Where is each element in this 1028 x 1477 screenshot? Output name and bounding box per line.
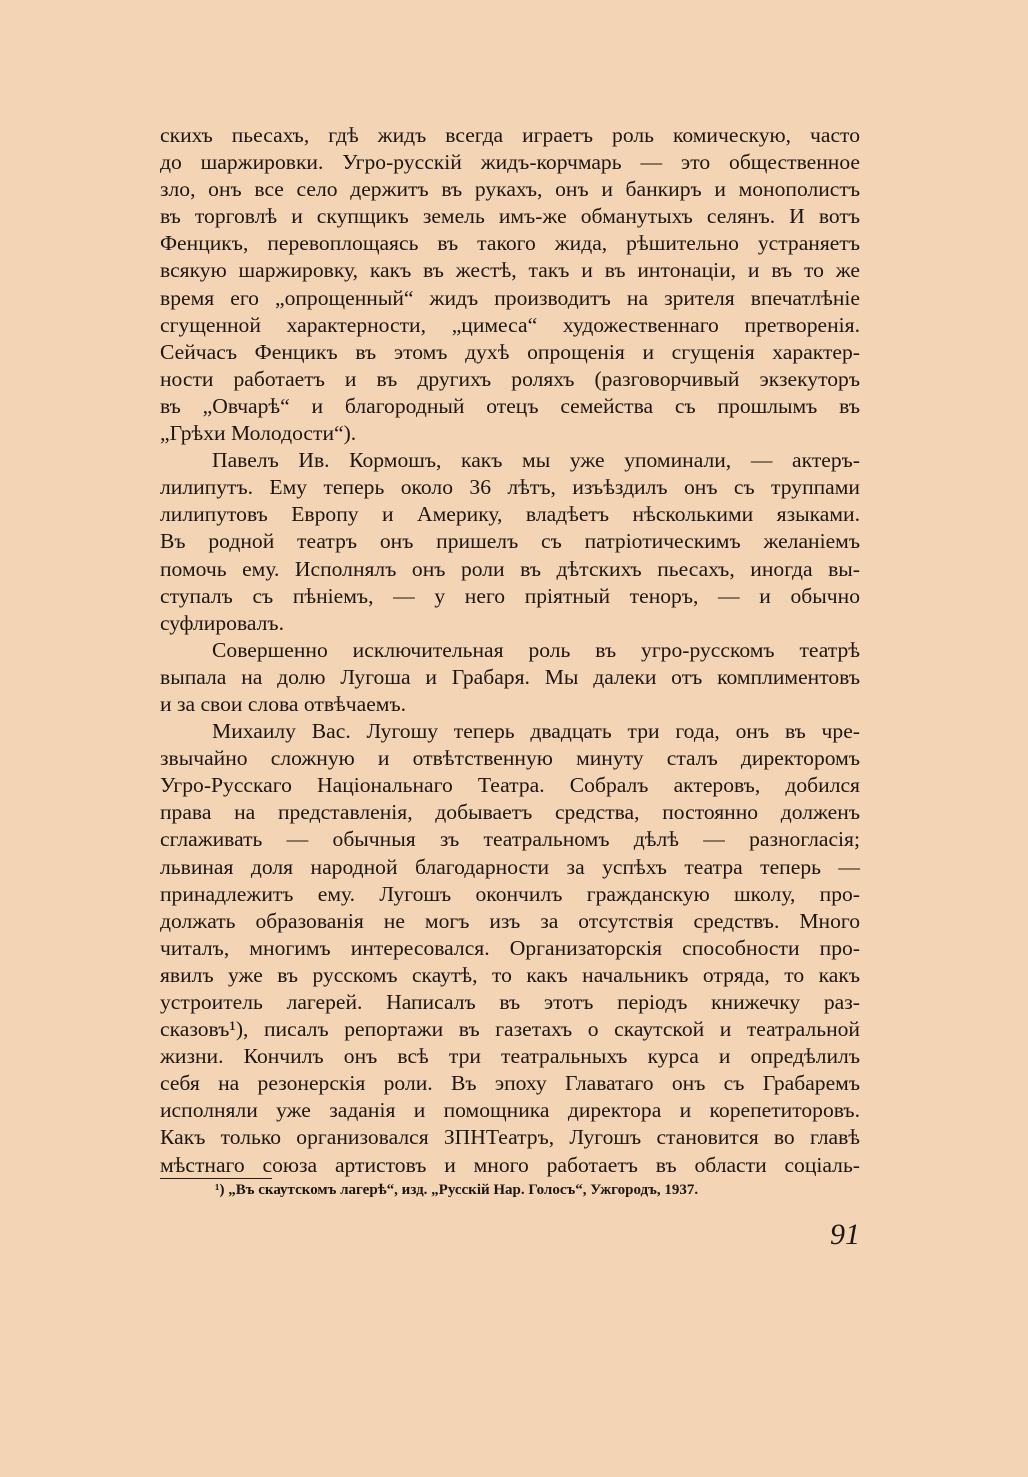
text-line: мѣстнаго союза артистовъ и много работаетъ въ области соціаль-: [160, 1152, 860, 1177]
text-line: Угро-Русскаго Національнаго Театра. Собралъ актеровъ, добился: [160, 773, 860, 798]
footnote-divider: [160, 1178, 272, 1179]
text-line: сглаживать — обычныя зъ театральномъ дѣлѣ — разногласія;: [160, 827, 860, 852]
footnote-marker: ¹): [215, 1182, 225, 1198]
text-line: въ торговлѣ и скупщикъ земель имъ-же обманутыхъ селянъ. И вотъ: [160, 204, 860, 229]
text-line: зло, онъ все село держитъ въ рукахъ, онъ и банкиръ и монополистъ: [160, 177, 860, 202]
text-line: Фенцикъ, перевоплощаясь въ такого жида, рѣшительно устраняетъ: [160, 231, 860, 256]
text-line: ступалъ съ пѣніемъ, — у него пріятный теноръ, — и обычно: [160, 583, 860, 608]
text-line: читалъ, многимъ интересовался. Организаторскія способности про-: [160, 935, 860, 960]
text-line: права на представленія, добываетъ средства, постоянно долженъ: [160, 800, 860, 825]
text-line: суфлировалъ.: [160, 610, 284, 635]
text-line: себя на резонерскія роли. Въ эпоху Главатаго онъ съ Грабаремъ: [160, 1071, 860, 1096]
text-line: звычайно сложную и отвѣтственную минуту сталъ директоромъ: [160, 746, 860, 771]
footnote: [215, 1180, 855, 1200]
text-line: скихъ пьесахъ, гдѣ жидъ всегда играетъ роль комическую, часто: [160, 123, 860, 147]
text-line: помочь ему. Исполнялъ онъ роли въ дѣтскихъ пьесахъ, иногда вы-: [160, 556, 860, 581]
text-line-with-footnote: [160, 1016, 860, 1043]
text-line: всякую шаржировку, какъ въ жестѣ, такъ и въ интонаціи, и въ то же: [160, 258, 860, 283]
text-fragment: сказовъ: [160, 1017, 230, 1042]
text-line: сгущенной характерности, „цимеса“ художественнаго претворенія.: [160, 312, 860, 337]
text-line: принадлежитъ ему. Лугошъ окончилъ гражданскую школу, про-: [160, 881, 860, 906]
text-line: выпала на долю Лугоша и Грабаря. Мы далеки отъ комплиментовъ: [160, 664, 860, 689]
text-line: должать образованія не могъ изъ за отсутствія средствъ. Много: [160, 908, 860, 933]
text-line: и за свои слова отвѣчаемъ.: [160, 691, 407, 716]
footnote-text: „Въ скаутскомъ лагерѣ“, изд. „Русскій Нар. Голосъ“, Ужгородъ, 1937.: [228, 1182, 699, 1198]
text-line: исполняли уже заданія и помощника директора и корепетиторовъ.: [160, 1098, 860, 1123]
text-line: Сейчасъ Фенцикъ въ этомъ духѣ опрощенія и сгущенія характер-: [160, 339, 860, 364]
text-line: Въ родной театръ онъ пришелъ съ патріотическимъ желаніемъ: [160, 529, 860, 554]
text-line: жизни. Кончилъ онъ всѣ три театральныхъ курса и опредѣлилъ: [160, 1044, 860, 1069]
text-line: лилипутъ. Ему теперь около 36 лѣтъ, изъѣздилъ онъ съ труппами: [160, 475, 860, 500]
text-line: время его „опрощенный“ жидъ производитъ на зрителя впечатлѣніе: [160, 285, 860, 310]
text-line: лилипутовъ Европу и Америку, владѣетъ нѣсколькими языками.: [160, 502, 860, 527]
text-line: Павелъ Ив. Кормошъ, какъ мы уже упоминали, — актеръ-: [212, 448, 860, 473]
text-line: явилъ уже въ русскомъ скаутѣ, то какъ начальникъ отряда, то какъ: [160, 962, 860, 987]
text-line: Совершенно исключительная роль въ угро-русскомъ театрѣ: [212, 637, 860, 662]
page-number: 91: [830, 1218, 860, 1251]
text-line: до шаржировки. Угро-русскій жидъ-корчмарь — это общественное: [160, 150, 860, 175]
text-line: Михаилу Вас. Лугошу теперь двадцать три года, онъ въ чре-: [212, 719, 860, 744]
text-line: въ „Овчарѣ“ и благородный отецъ семейства съ прошлымъ въ: [160, 393, 860, 418]
text-line: „Грѣхи Молодости“).: [160, 421, 357, 446]
footnote-reference: ¹), писалъ репортажи въ газетахъ о скаутской и театральной: [229, 1017, 860, 1042]
text-line: львиная доля народной благодарности за успѣхъ театра теперь —: [160, 854, 860, 879]
body-text: [160, 122, 860, 1179]
text-line: устроитель лагерей. Написалъ въ этотъ періодъ книжечку раз-: [160, 990, 860, 1014]
text-line: Какъ только организовался ЗПНТеатръ, Лугошъ становится во главѣ: [160, 1125, 860, 1150]
text-line: ности работаетъ и въ другихъ роляхъ (разговорчивый экзекуторъ: [160, 366, 860, 391]
